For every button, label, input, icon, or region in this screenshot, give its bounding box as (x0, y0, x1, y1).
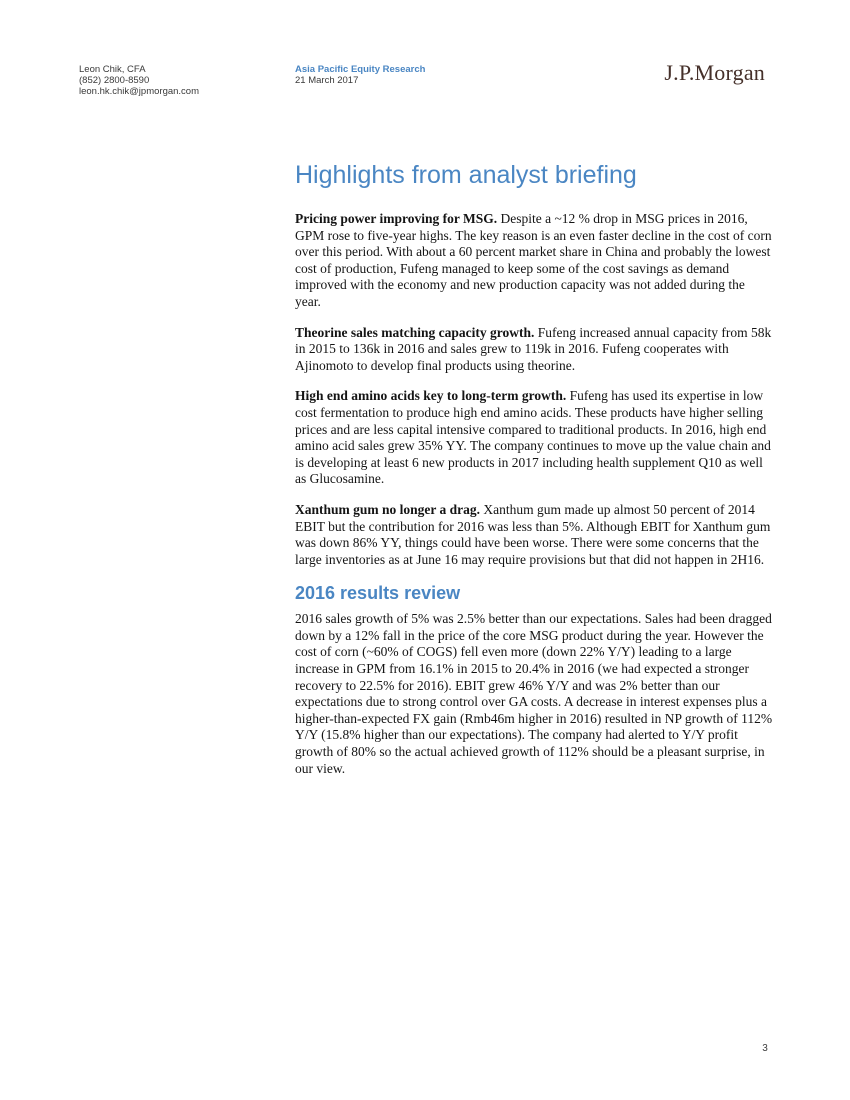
paragraph-lead: Pricing power improving for MSG. (295, 211, 498, 226)
section-heading-2016-results: 2016 results review (295, 583, 461, 604)
paragraph-text: Fufeng has used its expertise in low cost fermentation to produce high end amino acids. These products have higher selling prices and are less capital intensive compared to traditional products. In 2016, high end amino acid sales grew 35% YY. The company continues to move up the value chain and is developing at least 6 new products in 2017 including health supplement Q10 as well as Glucosamine. (295, 388, 771, 487)
paragraph-theorine-sales (295, 325, 773, 375)
analyst-contact-block (79, 64, 199, 97)
paragraph-pricing-power (295, 211, 773, 311)
paragraph-results-review: 2016 sales growth of 5% was 2.5% better than our expectations. Sales had been dragged down by a 12% fall in the price of the core MSG product during the year. However the cost of corn (~60% of COGS) fell even more (down 22% Y/Y) leading to a large increase in GPM from 16.1% in 2015 to 20.4% in 2016 (we had expected a stronger recovery to 22.5% for 2016). EBIT grew 46% Y/Y and was 2% better than our expectations due to strong control over GA costs. A decrease in interest expenses plus a higher-than-expected FX gain (Rmb46m higher in 2016) resulted in NP growth of 112% Y/Y (15.8% higher than our expectations). The company had alerted to Y/Y profit growth of 80% so the actual achieved growth of 112% should be a pleasant surprise, in our view. (295, 611, 773, 776)
paragraph-text: Despite a ~12 % drop in MSG prices in 2016, GPM rose to five-year highs. The key reason is an even faster decline in the cost of corn over this period. With about a 60 percent market share in China and probably the lowest cost of production, Fufeng managed to keep some of the cost savings as demand improved with the economy and new production capacity was not added during the year. (295, 211, 772, 309)
paragraph-lead: Theorine sales matching capacity growth. (295, 324, 535, 340)
analyst-phone: (852) 2800-8590 (79, 75, 150, 86)
paragraph-text: Fufeng increased annual capacity from 58k in 2015 to 136k in 2016 and sales grew to 119k in 2016. Fufeng cooperates with Ajinomoto to develop final products using theorine. (295, 324, 772, 373)
research-division-label: Asia Pacific Equity Research (295, 64, 426, 75)
page-title: Highlights from analyst briefing (295, 161, 637, 189)
report-body (295, 161, 773, 791)
report-meta-block (295, 64, 425, 86)
paragraph-lead: High end amino acids key to long-term growth. (295, 388, 567, 404)
paragraph-text: Xanthum gum made up almost 50 percent of 2014 EBIT but the contribution for 2016 was less than 5%. Although EBIT for Xanthum gum was down 86% YY, things could have been worse. There were some concerns that the large inventories as at June 16 may require provisions but that did not happen in 2H16. (295, 501, 771, 567)
analyst-email: leon.hk.chik@jpmorgan.com (79, 86, 200, 97)
page-number: 3 (762, 1043, 768, 1054)
jpmorgan-logo: J.P.Morgan (664, 60, 765, 85)
paragraph-lead: Xanthum gum no longer a drag. (295, 501, 481, 517)
paragraph-xanthum-gum (295, 502, 773, 568)
paragraph-amino-acids (295, 388, 773, 488)
analyst-name: Leon Chik, CFA (79, 64, 146, 75)
report-date: 21 March 2017 (295, 75, 359, 86)
